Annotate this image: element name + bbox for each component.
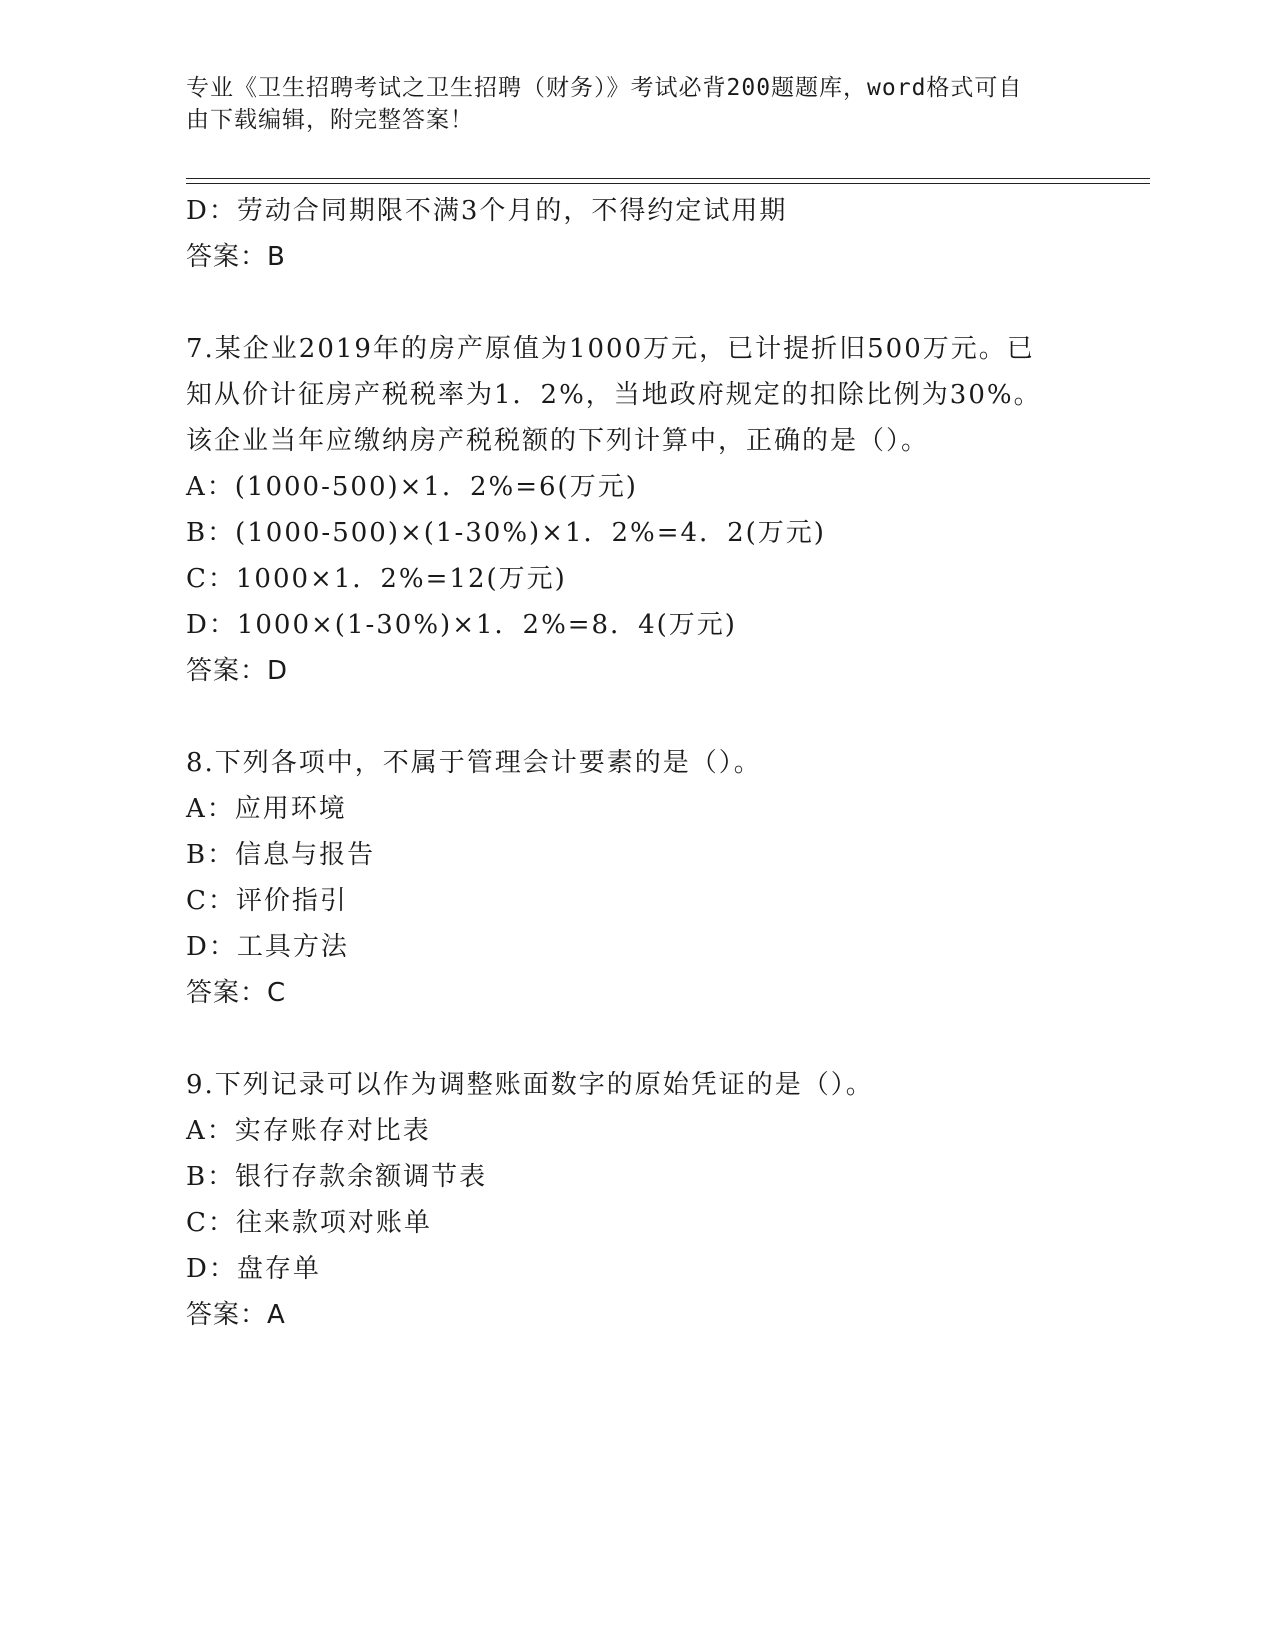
question-stem-line: 该企业当年应缴纳房产税税额的下列计算中，正确的是（）。 — [186, 426, 930, 456]
header-divider-bottom — [186, 183, 1150, 184]
prev-question-option-d: D：劳动合同期限不满3个月的，不得约定试用期 — [186, 196, 788, 226]
spacer — [186, 1016, 1086, 1062]
document-header — [186, 72, 1066, 136]
option-c: C：评价指引 — [186, 886, 348, 916]
prev-question-answer: 答案：B — [186, 242, 286, 272]
option-c: C：往来款项对账单 — [186, 1208, 432, 1238]
question-stem-line: 8.下列各项中，不属于管理会计要素的是（）。 — [186, 748, 762, 778]
spacer — [186, 694, 1086, 740]
question-stem-line: 知从价计征房产税税率为1．2%，当地政府规定的扣除比例为30%。 — [186, 380, 1042, 410]
option-a: A：(1000-500)×1．2%=6(万元) — [186, 472, 638, 502]
question-block-7 — [186, 326, 1086, 694]
header-line-1: 专业《卫生招聘考试之卫生招聘（财务）》考试必背200题题库，word格式可自 — [186, 75, 1023, 101]
option-d: D：盘存单 — [186, 1254, 321, 1284]
question-answer: 答案：C — [186, 978, 287, 1008]
option-b: B：(1000-500)×(1-30%)×1．2%=4．2(万元) — [186, 518, 826, 548]
header-divider-top — [186, 178, 1150, 179]
question-stem-line: 9.下列记录可以作为调整账面数字的原始凭证的是（）。 — [186, 1070, 874, 1100]
question-block-9 — [186, 1062, 1086, 1338]
option-d: D：工具方法 — [186, 932, 349, 962]
question-block-8 — [186, 740, 1086, 1016]
spacer — [186, 280, 1086, 326]
question-answer: 答案：D — [186, 656, 289, 686]
option-a: A：应用环境 — [186, 794, 347, 824]
question-stem-line: 7.某企业2019年的房产原值为1000万元，已计提折旧500万元。已 — [186, 334, 1035, 364]
option-a: A：实存账存对比表 — [186, 1116, 431, 1146]
header-line-2: 由下载编辑，附完整答案！ — [186, 107, 474, 133]
option-b: B：信息与报告 — [186, 840, 376, 870]
question-answer: 答案：A — [186, 1300, 286, 1330]
option-d: D：1000×(1-30%)×1．2%=8．4(万元) — [186, 610, 737, 640]
question-content — [186, 188, 1086, 1338]
option-b: B：银行存款余额调节表 — [186, 1162, 488, 1192]
option-c: C：1000×1．2%=12(万元) — [186, 564, 567, 594]
